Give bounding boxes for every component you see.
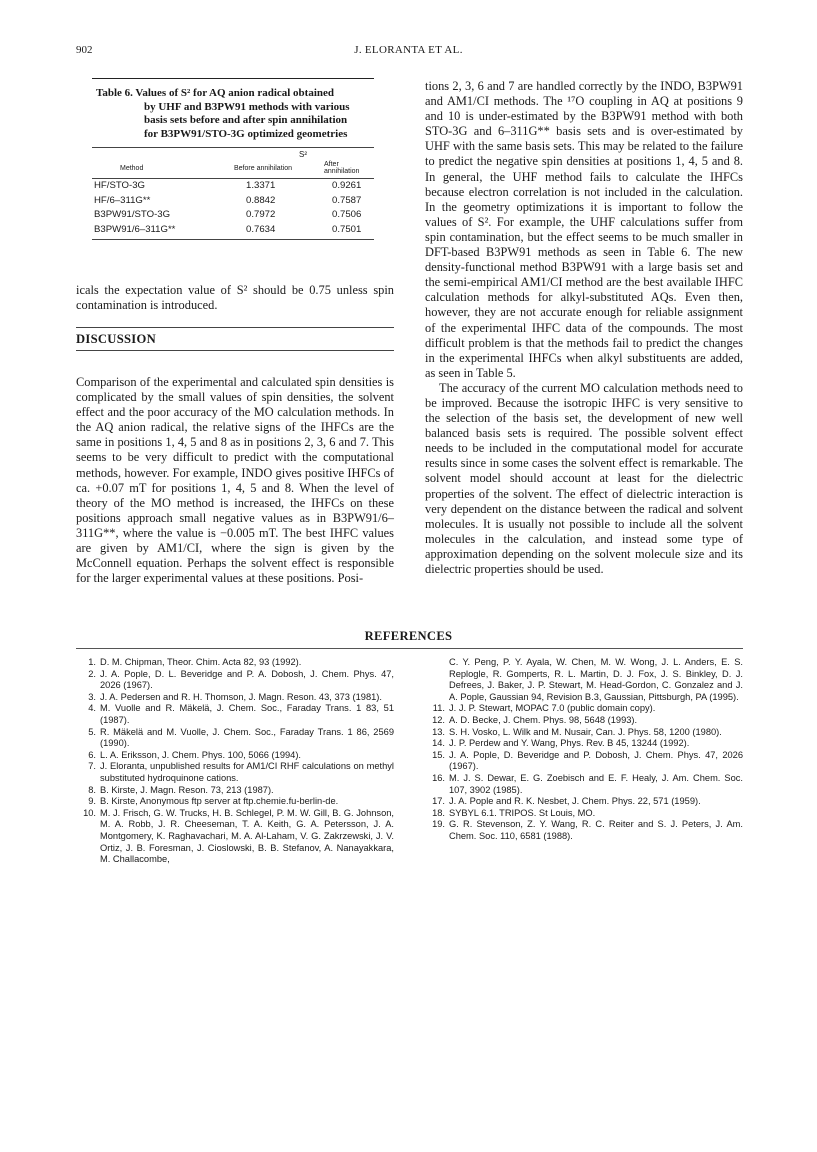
references-title: REFERENCES bbox=[364, 629, 453, 643]
cell-after: 0.9261 bbox=[332, 180, 362, 191]
reference-text: A. D. Becke, J. Chem. Phys. 98, 5648 (1993). bbox=[449, 714, 638, 725]
reference-number: 13. bbox=[432, 726, 445, 737]
cell-after: 0.7587 bbox=[332, 194, 362, 206]
reference-number: 1. bbox=[88, 657, 96, 667]
reference-text: S. H. Vosko, L. Wilk and M. Nusair, Can. J. Phys. 58, 1200 (1980). bbox=[449, 726, 722, 737]
right-paragraph-1: tions 2, 3, 6 and 7 are handled correctly by the INDO, B3PW91 and AM1/CI methods. The ¹⁷O coupling in AQ at positions 9 and 10 is under-estimated by the B3PW91 method with both STO-3G and 6–311G** basis sets and is over-estimated by UHF with the same basis sets. This may be related to the failure to predict the negative spin densities at positions 1, 4, 5 and 8. In general, the UHF method fails to calculate the IHFCs because electron correlation is not included in the calculation. In the geometry optimizations it is important to follow the values of S². For example, the UHF calculations suffer from spin contamination, but the effect seems to be much smaller in DFT-based B3PW91 methods as seen in Table 6. The new density-functional method B3PW91 with a large basis set and the semi-empirical AM1/CI method are the best available IHFC calculation methods for alkyl-substituted AQs. Even then, however, they are not accurate enough for reliable assignment of the experimental IHFC data of the compounds. The most difficult problem is that the methods fail to predict the changes in the experimental IHFCs when alkyl substituents are added, as seen in Table 5. bbox=[425, 79, 743, 380]
reference-item bbox=[425, 657, 743, 703]
left-continuation-paragraph: icals the expectation value of S² should be 0.75 unless spin contamination is introduced. bbox=[76, 283, 394, 313]
caption-line-2: by UHF and B3PW91 methods with various bbox=[144, 100, 350, 113]
table-6 bbox=[92, 78, 374, 240]
reference-text: SYBYL 6.1. TRIPOS. St Louis, MO. bbox=[449, 807, 596, 818]
reference-item bbox=[425, 715, 743, 727]
reference-number: 5. bbox=[88, 726, 96, 737]
reference-number: 19. bbox=[432, 819, 445, 830]
reference-text: B. Kirste, Anonymous ftp server at ftp.chemie.fu-berlin-de. bbox=[100, 796, 339, 807]
cell-method: HF/6–311G** bbox=[94, 194, 151, 206]
page-number: 902 bbox=[76, 44, 93, 56]
table-row bbox=[92, 194, 374, 209]
references-right-column bbox=[425, 657, 743, 843]
reference-text: J. J. P. Stewart, MOPAC 7.0 (public domain copy). bbox=[449, 703, 656, 714]
reference-item bbox=[425, 819, 743, 842]
reference-item bbox=[425, 808, 743, 820]
table-caption bbox=[92, 87, 374, 141]
table-row bbox=[92, 179, 374, 194]
reference-item bbox=[76, 669, 394, 692]
reference-item bbox=[76, 727, 394, 750]
reference-item bbox=[76, 657, 394, 669]
reference-text: M. J. S. Dewar, E. G. Zoebisch and E. F. Healy, J. Am. Chem. Soc. 107, 3902 (1985). bbox=[449, 772, 743, 795]
caption-line-1: Table 6. Values of S² for AQ anion radical obtained bbox=[96, 87, 335, 99]
reference-text: J. A. Pople, D. L. Beveridge and P. A. Dobosh, J. Chem. Phys. 47, 2026 (1967). bbox=[100, 668, 394, 691]
cell-after: 0.7506 bbox=[332, 209, 362, 221]
group-header-s2: S² bbox=[299, 150, 307, 159]
reference-text: J. A. Pedersen and R. H. Thomson, J. Magn. Reson. 43, 373 (1981). bbox=[100, 691, 382, 702]
discussion-heading bbox=[76, 327, 394, 351]
right-paragraph-2: The accuracy of the current MO calculation methods need to be improved. Because the isotropic IHFC is very sensitive to the selection of the basis set, the development of new well balanced basis sets is required. The possible solvent effect needs to be included in the computational model for accurate results since in some cases the solvent effect is remarkable. The solvent model should account at least for the dielectric properties of the solvent. The effect of dielectric interaction is very dependent on the distance between the radical and solvent molecules. It is usually not possible to include all the solvent molecules in the calculation, and instead some type of approximation depending on the solvent molecule size and its dielectric properties should be used. bbox=[425, 380, 743, 576]
caption-line-3: basis sets before and after spin annihilation bbox=[144, 114, 348, 126]
cell-method: B3PW91/STO-3G bbox=[94, 209, 171, 221]
reference-number: 11. bbox=[432, 703, 445, 714]
reference-text: J. Eloranta, unpublished results for AM1/CI RHF calculations on methyl substituted hydroquinone cations. bbox=[100, 761, 394, 783]
reference-text: D. M. Chipman, Theor. Chim. Acta 82, 93 (1992). bbox=[100, 657, 302, 667]
reference-number: 18. bbox=[432, 807, 445, 818]
reference-number: 10. bbox=[83, 807, 96, 818]
cell-before: 1.3371 bbox=[246, 180, 276, 191]
cell-before: 0.8842 bbox=[246, 194, 276, 206]
reference-item bbox=[76, 692, 394, 704]
col-header-method: Method bbox=[92, 160, 232, 179]
references-left-column bbox=[76, 657, 394, 866]
reference-number: 7. bbox=[88, 761, 96, 772]
caption-line-4: for B3PW91/STO-3G optimized geometries bbox=[144, 127, 348, 140]
reference-number: 8. bbox=[88, 784, 96, 795]
table-header-row bbox=[92, 160, 374, 179]
reference-item bbox=[76, 761, 394, 784]
running-title: J. ELORANTA ET AL. bbox=[354, 44, 463, 56]
cell-before: 0.7972 bbox=[246, 209, 276, 221]
reference-item bbox=[425, 703, 743, 715]
reference-text: L. A. Eriksson, J. Chem. Phys. 100, 5066 (1994). bbox=[100, 749, 302, 760]
reference-number: 14. bbox=[432, 738, 445, 749]
reference-number: 9. bbox=[88, 796, 96, 807]
discussion-paragraph: Comparison of the experimental and calculated spin densities is complicated by the small values of spin densities, the solvent effect and the poor accuracy of the MO calculation methods. In the AQ anion radical, the relative signs of the IHFCs are the same in positions 1, 4, 5 and 8 as in positions 2, 3, 6 and 7. This seems to be very difficult to predict with the computational methods, however. For example, INDO gives positive IHFCs of ca. +0.07 mT for positions 1, 4, 5 and 8. When the level of theory of the MO method is increased, the IHFCs on these positions approach small negative values as in B3PW91/6–311G**, where the value is −0.005 mT. The best IHFC values are given by AM1/CI, where the sign is given by the McConnell equation. Perhaps the solvent effect is responsible for the larger experimental values at these positions. Posi- bbox=[76, 375, 394, 586]
reference-item bbox=[425, 727, 743, 739]
table-grid bbox=[92, 148, 374, 240]
reference-item bbox=[425, 750, 743, 773]
section-title: DISCUSSION bbox=[76, 332, 156, 346]
table-top-rule bbox=[92, 78, 374, 79]
cell-after: 0.7501 bbox=[322, 223, 374, 240]
reference-text: G. R. Stevenson, Z. Y. Wang, R. C. Reiter and S. J. Peters, J. Am. Chem. Soc. 110, 6581 (1988). bbox=[449, 819, 743, 841]
reference-text: R. Mäkelä and M. Vuolle, J. Chem. Soc., Faraday Trans. 1 86, 2569 (1990). bbox=[100, 726, 394, 749]
references-rule bbox=[76, 648, 743, 649]
table-row bbox=[92, 223, 374, 240]
cell-method: B3PW91/6–311G** bbox=[92, 223, 232, 240]
reference-item bbox=[76, 750, 394, 762]
discussion-body bbox=[76, 375, 394, 586]
discussion-bottom-rule bbox=[76, 350, 394, 351]
reference-text: C. Y. Peng, P. Y. Ayala, W. Chen, M. W. Wong, J. L. Anders, E. S. Replogle, R. Gomperts, R. L. Martin, D. J. Fox, J. S. Binkley, D. J. Defrees, J. Baker, J. P. Stewart, M. Head-Gordon, C. Gonzalez and J. A. Pople, Gaussian 94, Revision B.3, Gaussian, Pittsburgh, PA (1995). bbox=[449, 657, 743, 702]
reference-number bbox=[425, 657, 449, 703]
reference-item bbox=[76, 808, 394, 866]
reference-item bbox=[76, 703, 394, 726]
reference-item bbox=[76, 785, 394, 797]
reference-text: J. A. Pople, D. Beveridge and P. Dobosh, J. Chem. Phys. 47, 2026 (1967). bbox=[449, 749, 743, 772]
reference-number: 15. bbox=[432, 749, 445, 760]
left-continuation-text bbox=[76, 271, 394, 326]
reference-number: 12. bbox=[432, 714, 445, 725]
reference-number: 16. bbox=[432, 772, 445, 783]
reference-text: M. J. Frisch, G. W. Trucks, H. B. Schlegel, P. M. W. Gill, B. G. Johnson, M. A. Robb, J. R. Cheeseman, T. A. Keith, G. A. Petersson, J. A. Montgomery, K. Raghavachari, M. A. Al-Laham, V. G. Zakrzewski, J. V. Ortiz, J. B. Foresman, J. Cioslowski, B. B. Stefanov, A. Nanayakkara, M. Challacombe, bbox=[100, 807, 394, 865]
cell-before: 0.7634 bbox=[232, 223, 322, 240]
reference-text: J. P. Perdew and Y. Wang, Phys. Rev. B 45, 13244 (1992). bbox=[449, 738, 690, 749]
reference-number: 3. bbox=[88, 691, 96, 702]
reference-item bbox=[76, 796, 394, 808]
reference-item bbox=[425, 773, 743, 796]
table-group-header-row bbox=[92, 148, 374, 160]
reference-text: M. Vuolle and R. Mäkelä, J. Chem. Soc., Faraday Trans. 1 83, 51 (1987). bbox=[100, 703, 394, 725]
reference-item bbox=[425, 738, 743, 750]
reference-number: 6. bbox=[88, 749, 96, 760]
reference-text: B. Kirste, J. Magn. Reson. 73, 213 (1987). bbox=[100, 784, 274, 795]
reference-item bbox=[425, 796, 743, 808]
reference-text: J. A. Pople and R. K. Nesbet, J. Chem. Phys. 22, 571 (1959). bbox=[449, 796, 701, 807]
col-header-after: After annihilation bbox=[322, 160, 374, 179]
reference-number: 2. bbox=[88, 668, 96, 679]
right-column-body bbox=[425, 79, 743, 577]
table-row bbox=[92, 208, 374, 223]
col-header-before: Before annihilation bbox=[232, 160, 322, 179]
reference-number: 17. bbox=[432, 796, 445, 807]
reference-number: 4. bbox=[88, 703, 96, 714]
cell-method: HF/STO-3G bbox=[94, 180, 145, 191]
